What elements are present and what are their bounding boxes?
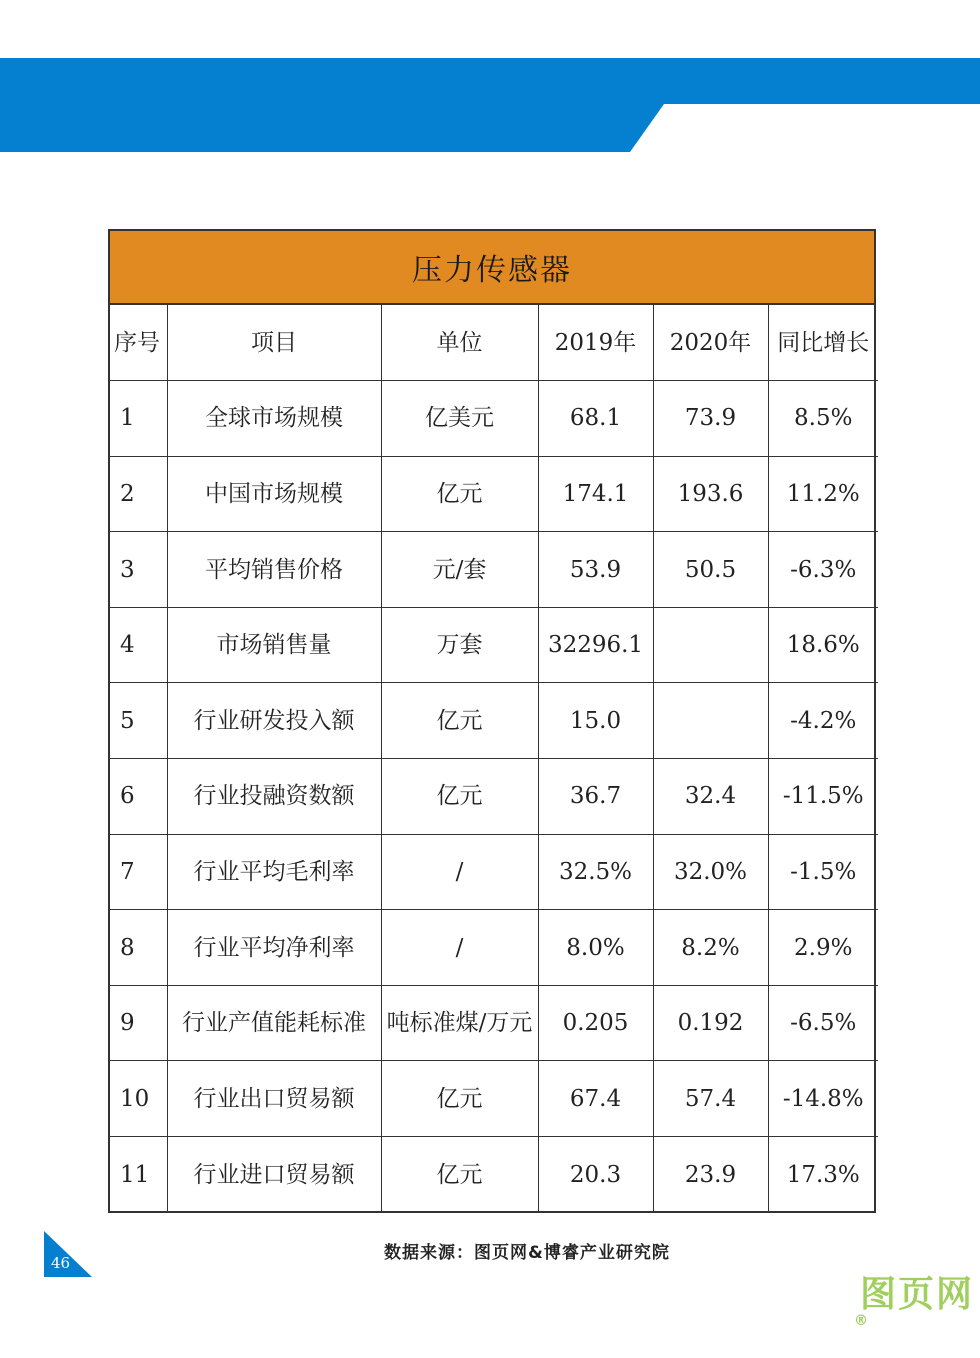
cell-value-2020 [653,607,768,683]
cell-value-2019: 20.3 [538,1137,653,1213]
cell-row-index: 7 [110,834,167,910]
table-row [110,834,878,910]
table-header-row [110,305,878,381]
cell-unit: 亿元 [381,1137,538,1213]
table-row [110,683,878,759]
cell-item-name: 行业进口贸易额 [167,1137,381,1213]
cell-value-2020: 73.9 [653,381,768,457]
cell-value-2020: 0.192 [653,985,768,1061]
cell-item-name: 中国市场规模 [167,456,381,532]
cell-unit: / [381,910,538,986]
cell-value-2019: 67.4 [538,1061,653,1137]
cell-yoy-growth: 2.9% [768,910,878,986]
cell-row-index: 6 [110,759,167,835]
header-row-index: 序号 [110,305,167,381]
cell-value-2019: 68.1 [538,381,653,457]
cell-row-index: 9 [110,985,167,1061]
cell-yoy-growth: 8.5% [768,381,878,457]
table-row [110,1137,878,1213]
cell-yoy-growth: -11.5% [768,759,878,835]
header-value-2019: 2019年 [538,305,653,381]
cell-unit: / [381,834,538,910]
cell-item-name: 行业产值能耗标准 [167,985,381,1061]
cell-yoy-growth: 11.2% [768,456,878,532]
cell-yoy-growth: 17.3% [768,1137,878,1213]
cell-item-name: 全球市场规模 [167,381,381,457]
cell-value-2020: 32.0% [653,834,768,910]
cell-item-name: 行业出口贸易额 [167,1061,381,1137]
table-row [110,985,878,1061]
table-row [110,532,878,608]
cell-row-index: 1 [110,381,167,457]
cell-value-2020: 50.5 [653,532,768,608]
cell-value-2019: 174.1 [538,456,653,532]
table-row [110,910,878,986]
cell-value-2020: 57.4 [653,1061,768,1137]
cell-unit: 亿元 [381,456,538,532]
cell-unit: 亿元 [381,683,538,759]
table-row [110,381,878,457]
cell-value-2019: 15.0 [538,683,653,759]
table-row [110,456,878,532]
cell-value-2019: 53.9 [538,532,653,608]
cell-unit: 吨标准煤/万元 [381,985,538,1061]
cell-yoy-growth: -6.3% [768,532,878,608]
cell-unit: 亿元 [381,1061,538,1137]
cell-row-index: 4 [110,607,167,683]
cell-value-2020: 23.9 [653,1137,768,1213]
cell-item-name: 平均销售价格 [167,532,381,608]
page-number: 46 [51,1254,71,1272]
cell-yoy-growth: -1.5% [768,834,878,910]
header-item-name: 项目 [167,305,381,381]
cell-value-2019: 32296.1 [538,607,653,683]
cell-value-2019: 36.7 [538,759,653,835]
watermark-logo: 图页网® [854,1274,975,1329]
data-table [108,229,876,1213]
cell-unit: 亿元 [381,759,538,835]
cell-value-2019: 8.0% [538,910,653,986]
table-title: 压力传感器 [110,231,874,305]
header-value-2020: 2020年 [653,305,768,381]
cell-row-index: 2 [110,456,167,532]
cell-row-index: 11 [110,1137,167,1213]
header-unit: 单位 [381,305,538,381]
cell-item-name: 行业平均净利率 [167,910,381,986]
cell-value-2019: 32.5% [538,834,653,910]
cell-item-name: 行业投融资数额 [167,759,381,835]
cell-unit: 亿美元 [381,381,538,457]
table-grid [110,305,878,1212]
cell-value-2019: 0.205 [538,985,653,1061]
cell-row-index: 5 [110,683,167,759]
cell-item-name: 行业平均毛利率 [167,834,381,910]
data-source-note: 数据来源：图页网&博睿产业研究院 [384,1243,670,1263]
cell-yoy-growth: -14.8% [768,1061,878,1137]
cell-item-name: 市场销售量 [167,607,381,683]
cell-yoy-growth: 18.6% [768,607,878,683]
cell-row-index: 3 [110,532,167,608]
header-yoy-growth: 同比增长 [768,305,878,381]
table-row [110,1061,878,1137]
table-row [110,759,878,835]
cell-item-name: 行业研发投入额 [167,683,381,759]
cell-value-2020: 32.4 [653,759,768,835]
cell-value-2020 [653,683,768,759]
cell-yoy-growth: -4.2% [768,683,878,759]
cell-unit: 万套 [381,607,538,683]
cell-row-index: 10 [110,1061,167,1137]
cell-yoy-growth: -6.5% [768,985,878,1061]
cell-value-2020: 193.6 [653,456,768,532]
header-band [0,0,980,160]
cell-unit: 元/套 [381,532,538,608]
table-row [110,607,878,683]
cell-row-index: 8 [110,910,167,986]
cell-value-2020: 8.2% [653,910,768,986]
